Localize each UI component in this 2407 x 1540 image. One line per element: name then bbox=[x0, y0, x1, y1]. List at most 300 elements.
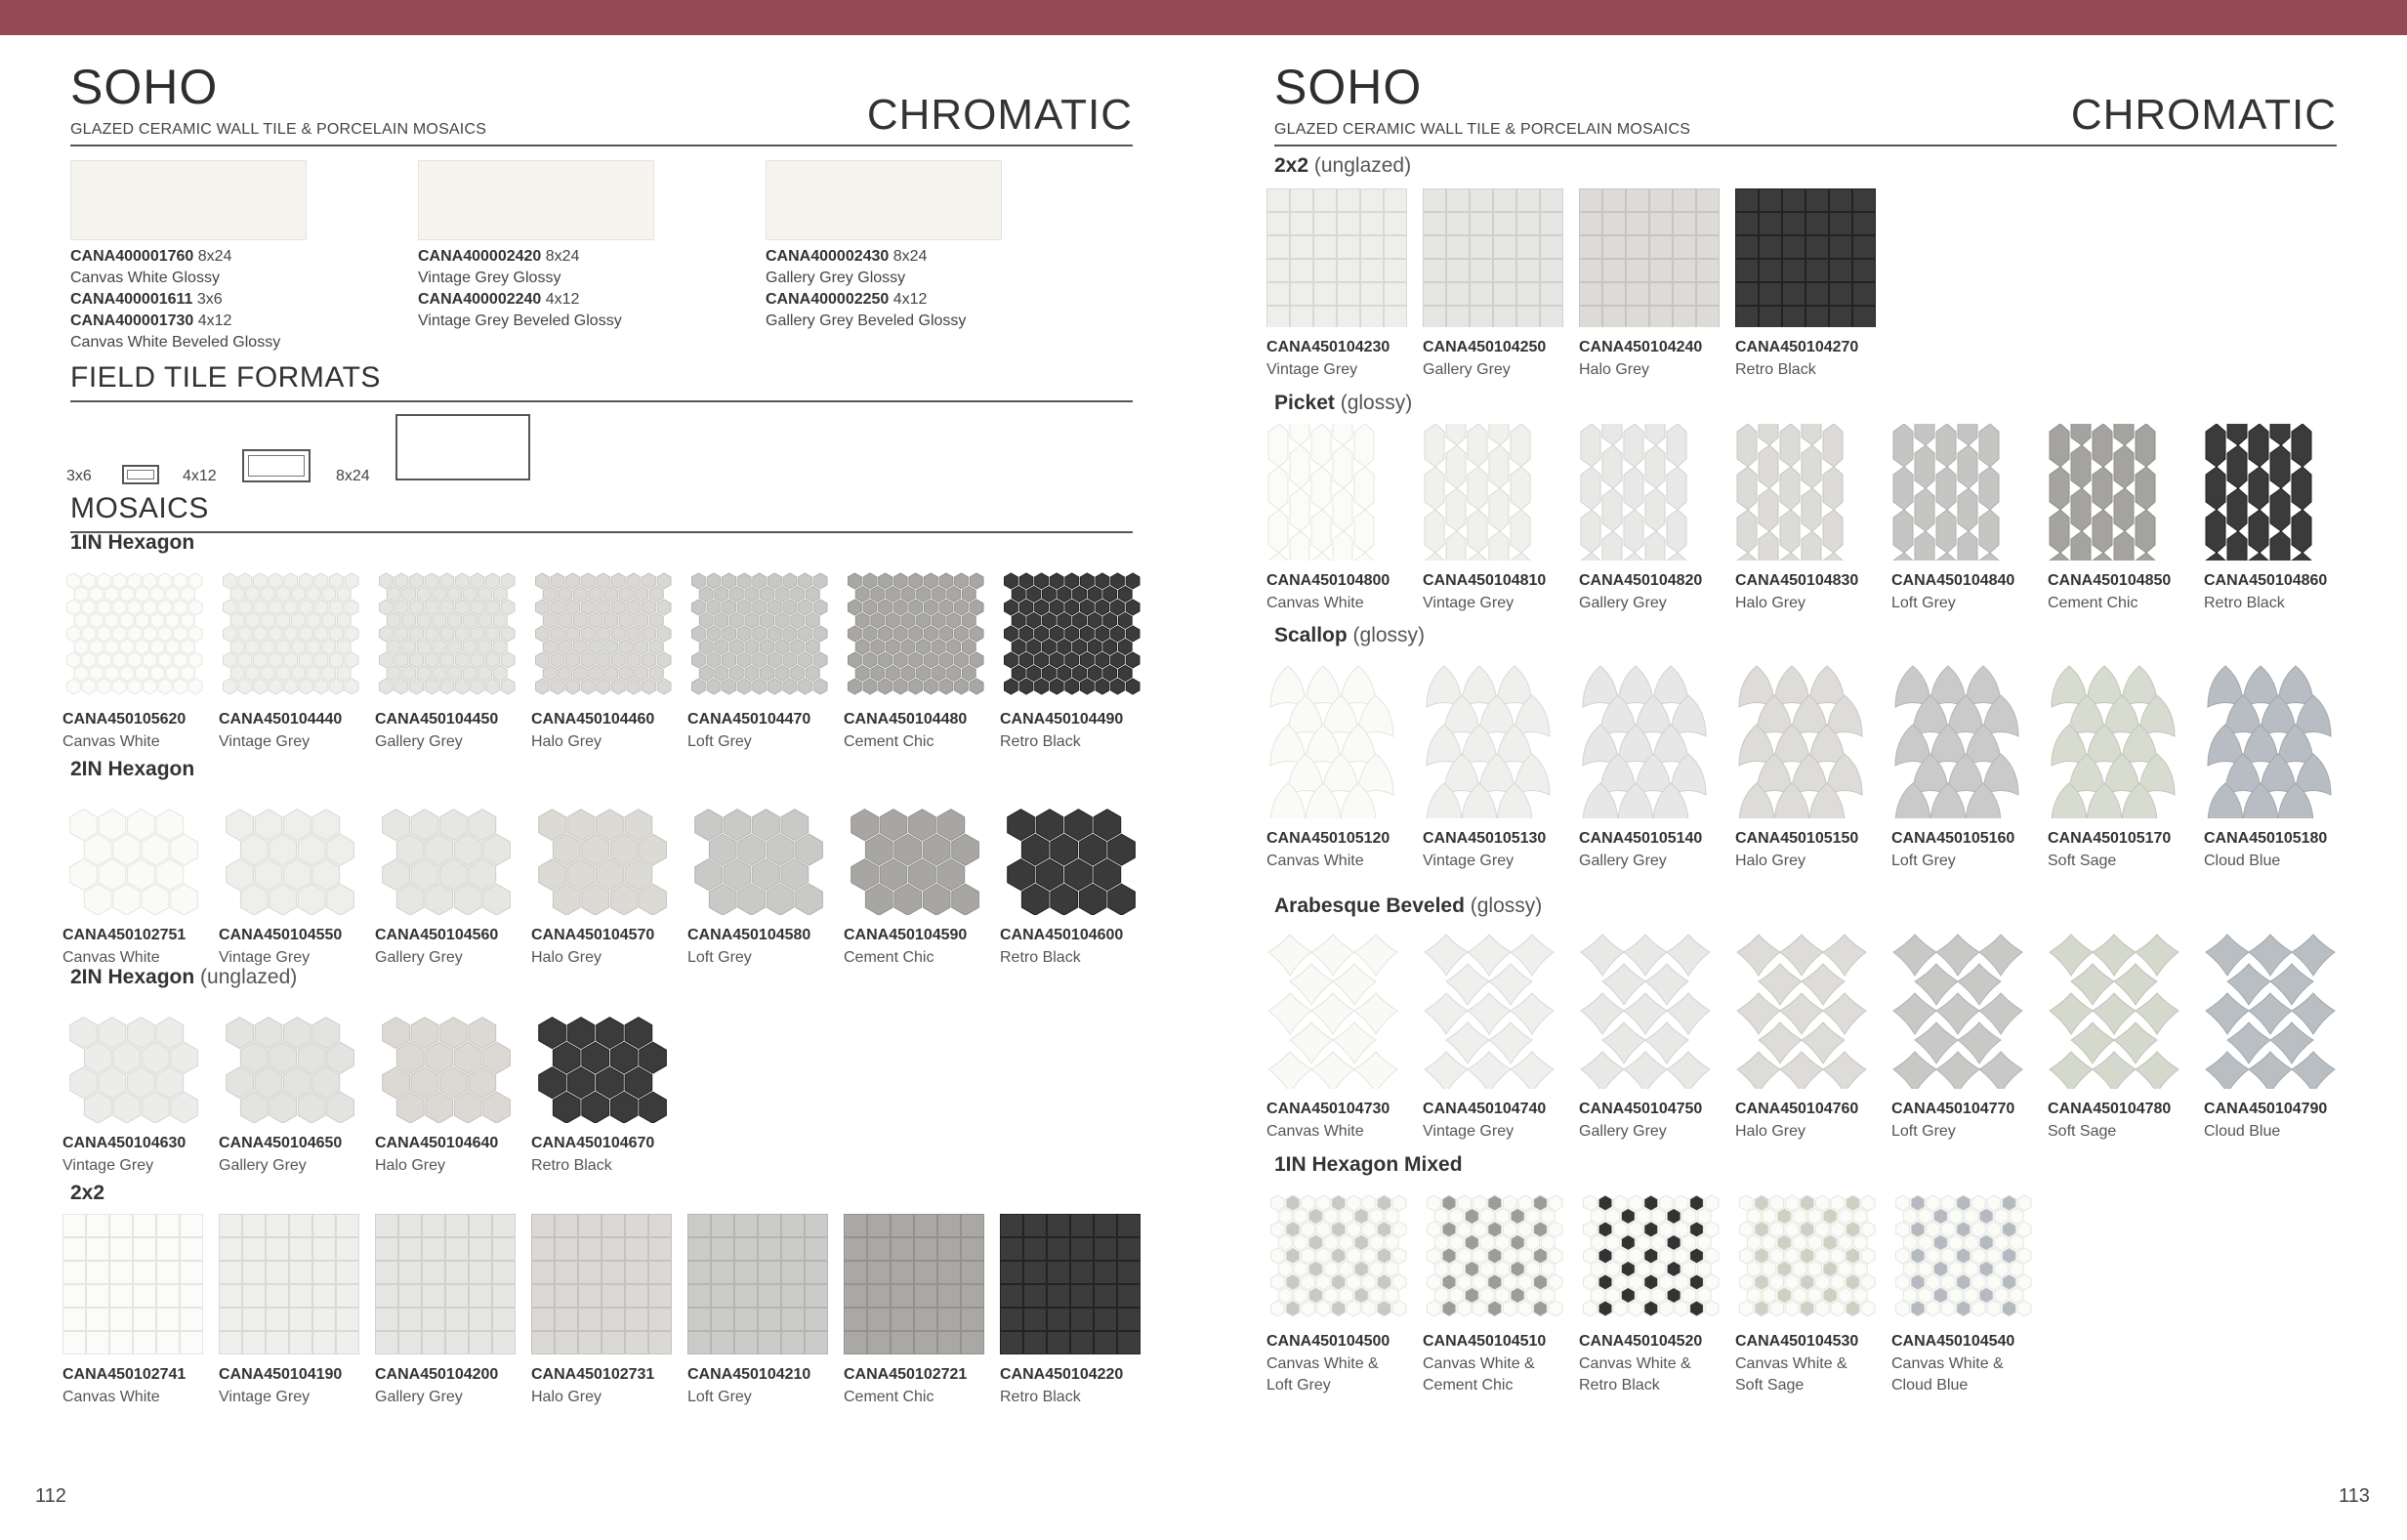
color-name: Canvas White & bbox=[1579, 1355, 1691, 1372]
group-title bbox=[1274, 624, 1425, 647]
mosaic-tile[interactable] bbox=[375, 562, 516, 758]
mosaics-heading: MOSAICS bbox=[70, 492, 1133, 533]
large-tile-card bbox=[70, 160, 363, 355]
product-code: CANA450104590 bbox=[844, 927, 968, 943]
product-code: CANA450104790 bbox=[2204, 1101, 2328, 1117]
product-code: CANA450104550 bbox=[219, 927, 343, 943]
color-name-2: Retro Black bbox=[1579, 1377, 1660, 1394]
color-name: Vintage Grey bbox=[219, 733, 311, 750]
mosaic-tile[interactable] bbox=[1735, 931, 1870, 1147]
large-tile-line bbox=[418, 289, 672, 311]
mosaic-tile[interactable] bbox=[62, 1214, 203, 1413]
series-title: SOHO bbox=[70, 60, 219, 114]
color-name: Loft Grey bbox=[687, 1389, 752, 1405]
tile-swatch bbox=[1579, 1185, 1720, 1321]
tile-swatch bbox=[1735, 660, 1870, 818]
color-name: Gallery Grey bbox=[375, 733, 463, 750]
product-code: CANA450105140 bbox=[1579, 830, 1703, 847]
product-code: CANA450104580 bbox=[687, 927, 811, 943]
series-title: SOHO bbox=[1274, 60, 1423, 114]
product-code: CANA450102741 bbox=[62, 1366, 187, 1383]
product-code: CANA450105620 bbox=[62, 711, 187, 728]
color-name: Vintage Grey bbox=[1423, 853, 1515, 869]
color-name: Canvas White bbox=[1266, 595, 1364, 611]
tile-size: 4x12 bbox=[193, 312, 232, 329]
product-code: CANA450104520 bbox=[1579, 1333, 1703, 1350]
page-header bbox=[70, 57, 1133, 146]
tile-size: 4x12 bbox=[889, 291, 928, 308]
tile-size: 3x6 bbox=[192, 291, 223, 308]
collection-title: CHROMATIC bbox=[2070, 91, 2337, 139]
color-name: Loft Grey bbox=[1891, 1123, 1956, 1140]
mosaic-tile[interactable] bbox=[1266, 660, 1401, 877]
tile-swatch bbox=[1266, 931, 1401, 1089]
tile-swatch bbox=[375, 790, 516, 915]
color-name: Cloud Blue bbox=[2204, 1123, 2281, 1140]
group-qualifier: (glossy) bbox=[1464, 895, 1543, 917]
color-name: Canvas White bbox=[62, 949, 160, 966]
tile-size: 8x24 bbox=[541, 248, 580, 265]
tile-size: 4x12 bbox=[541, 291, 580, 308]
color-name-2: Cement Chic bbox=[1423, 1377, 1514, 1394]
mosaic-tile[interactable] bbox=[219, 790, 359, 974]
group-qualifier: (glossy) bbox=[1334, 392, 1413, 414]
mosaic-tile[interactable] bbox=[2204, 424, 2327, 619]
product-code: CANA400001611 bbox=[70, 291, 193, 308]
group-name: 1IN Hexagon bbox=[70, 531, 195, 554]
tile-swatch bbox=[1266, 1185, 1407, 1321]
large-tile-text bbox=[418, 246, 672, 332]
format-label-3x6: 3x6 bbox=[66, 468, 92, 484]
group-name: 2IN Hexagon bbox=[70, 966, 195, 988]
large-tile-swatch bbox=[70, 160, 307, 240]
color-name: Gallery Grey bbox=[375, 949, 463, 966]
color-name: Vintage Grey bbox=[62, 1157, 154, 1174]
tile-swatch bbox=[531, 1214, 672, 1354]
top-color-band bbox=[0, 0, 2407, 35]
mosaic-tile[interactable] bbox=[219, 562, 359, 758]
group-title bbox=[1274, 895, 1542, 918]
large-tile-line bbox=[766, 246, 1019, 268]
tile-swatch bbox=[1266, 660, 1401, 818]
color-name: Canvas White & bbox=[1891, 1355, 2004, 1372]
tile-swatch bbox=[531, 790, 672, 915]
large-tile-swatch bbox=[766, 160, 1002, 240]
product-code: CANA450104830 bbox=[1735, 572, 1859, 589]
format-shape-4x12 bbox=[242, 449, 311, 482]
product-code: CANA450104250 bbox=[1423, 339, 1547, 355]
product-code: CANA450104270 bbox=[1735, 339, 1859, 355]
large-tile-line: Gallery Grey Beveled Glossy bbox=[766, 312, 967, 329]
mosaic-tile[interactable] bbox=[1423, 1185, 1563, 1394]
product-code: CANA450104200 bbox=[375, 1366, 499, 1383]
color-name: Cement Chic bbox=[2048, 595, 2138, 611]
mosaic-tile[interactable] bbox=[1735, 424, 1858, 619]
group-title bbox=[1274, 392, 1412, 415]
tile-swatch bbox=[1423, 660, 1557, 818]
mosaic-tile[interactable] bbox=[1579, 660, 1714, 877]
color-name: Gallery Grey bbox=[219, 1157, 307, 1174]
product-code: CANA450104210 bbox=[687, 1366, 811, 1383]
color-name: Cement Chic bbox=[844, 733, 934, 750]
product-code: CANA450104190 bbox=[219, 1366, 343, 1383]
field-tile-formats-heading: FIELD TILE FORMATS bbox=[70, 361, 1133, 402]
group-title bbox=[1274, 154, 1411, 178]
tile-swatch bbox=[1891, 424, 2014, 561]
large-tile-line: Canvas White Glossy bbox=[70, 270, 220, 286]
mosaic-tile[interactable] bbox=[2048, 424, 2171, 619]
mosaic-tile[interactable] bbox=[687, 790, 828, 974]
color-name: Vintage Grey bbox=[219, 1389, 311, 1405]
color-name: Halo Grey bbox=[531, 949, 602, 966]
color-name: Loft Grey bbox=[1891, 595, 1956, 611]
page-number: 113 bbox=[2339, 1485, 2370, 1507]
group-name: 2IN Hexagon bbox=[70, 758, 195, 780]
product-code: CANA450104810 bbox=[1423, 572, 1547, 589]
color-name: Halo Grey bbox=[531, 733, 602, 750]
color-name: Retro Black bbox=[1000, 1389, 1081, 1405]
tile-swatch bbox=[1423, 424, 1546, 561]
mosaic-tile[interactable] bbox=[531, 562, 672, 758]
tile-swatch bbox=[1266, 188, 1407, 327]
tile-swatch bbox=[1423, 931, 1557, 1089]
large-tile-swatch bbox=[418, 160, 654, 240]
group-title bbox=[70, 531, 194, 555]
color-name: Loft Grey bbox=[1891, 853, 1956, 869]
mosaic-tile[interactable] bbox=[1891, 1185, 2032, 1394]
mosaic-tile[interactable] bbox=[1891, 660, 2026, 877]
series-subtitle: GLAZED CERAMIC WALL TILE & PORCELAIN MOSAICS bbox=[70, 121, 487, 138]
mosaic-tile[interactable] bbox=[1266, 188, 1407, 386]
tile-swatch bbox=[1423, 1185, 1563, 1321]
format-shape-3x6 bbox=[122, 465, 159, 484]
product-code: CANA450104650 bbox=[219, 1135, 343, 1151]
tile-swatch bbox=[62, 790, 203, 915]
product-code: CANA450105130 bbox=[1423, 830, 1547, 847]
mosaic-tile[interactable] bbox=[1266, 424, 1390, 619]
color-name: Canvas White bbox=[1266, 853, 1364, 869]
color-name: Halo Grey bbox=[1735, 1123, 1806, 1140]
mosaic-tile[interactable] bbox=[1000, 562, 1141, 758]
color-name: Vintage Grey bbox=[219, 949, 311, 966]
color-name: Gallery Grey bbox=[1579, 1123, 1667, 1140]
tile-swatch bbox=[2048, 424, 2171, 561]
product-code: CANA450104450 bbox=[375, 711, 499, 728]
product-code: CANA450104740 bbox=[1423, 1101, 1547, 1117]
tile-size: 8x24 bbox=[193, 248, 232, 265]
tile-swatch bbox=[1579, 188, 1720, 327]
product-code: CANA450104630 bbox=[62, 1135, 187, 1151]
tile-swatch bbox=[1735, 1185, 1876, 1321]
product-code: CANA450104510 bbox=[1423, 1333, 1547, 1350]
tile-swatch bbox=[844, 1214, 984, 1354]
product-code: CANA450104480 bbox=[844, 711, 968, 728]
product-code: CANA450104460 bbox=[531, 711, 655, 728]
tile-swatch bbox=[375, 1214, 516, 1354]
mosaic-tile[interactable] bbox=[1579, 424, 1702, 619]
mosaic-tile[interactable] bbox=[219, 998, 359, 1182]
color-name: Canvas White & bbox=[1735, 1355, 1847, 1372]
color-name-2: Loft Grey bbox=[1266, 1377, 1331, 1394]
tile-swatch bbox=[1891, 660, 2026, 818]
tile-swatch bbox=[844, 790, 984, 915]
tile-swatch bbox=[1000, 1214, 1141, 1354]
tile-swatch bbox=[62, 998, 203, 1123]
group-qualifier: (glossy) bbox=[1347, 624, 1426, 646]
group-name: 2x2 bbox=[1274, 154, 1309, 177]
collection-title: CHROMATIC bbox=[866, 91, 1133, 139]
group-title bbox=[70, 966, 297, 989]
product-code: CANA450104570 bbox=[531, 927, 655, 943]
mosaic-tile[interactable] bbox=[687, 1214, 828, 1413]
product-code: CANA450105180 bbox=[2204, 830, 2328, 847]
tile-swatch bbox=[1579, 424, 1702, 561]
product-code: CANA450104600 bbox=[1000, 927, 1124, 943]
product-code: CANA450104820 bbox=[1579, 572, 1703, 589]
product-code: CANA450104530 bbox=[1735, 1333, 1859, 1350]
mosaic-tile[interactable] bbox=[1423, 424, 1546, 619]
color-name: Soft Sage bbox=[2048, 853, 2117, 869]
group-title bbox=[70, 1182, 104, 1205]
product-code: CANA450104770 bbox=[1891, 1101, 2015, 1117]
tile-swatch bbox=[375, 998, 516, 1123]
product-code: CANA400002420 bbox=[418, 248, 542, 265]
group-name: Picket bbox=[1274, 392, 1335, 414]
mosaic-tile[interactable] bbox=[844, 790, 984, 974]
large-tile-line: Vintage Grey Glossy bbox=[418, 270, 561, 286]
product-code: CANA400001760 bbox=[70, 248, 194, 265]
color-name: Canvas White & bbox=[1266, 1355, 1379, 1372]
mosaic-tile[interactable] bbox=[1266, 931, 1401, 1147]
tile-swatch bbox=[375, 562, 516, 699]
mosaic-tile[interactable] bbox=[2048, 931, 2182, 1147]
tile-swatch bbox=[62, 562, 203, 699]
product-code: CANA450102731 bbox=[531, 1366, 655, 1383]
mosaic-tile[interactable] bbox=[1735, 660, 1870, 877]
color-name: Cloud Blue bbox=[2204, 853, 2281, 869]
tile-swatch bbox=[2048, 660, 2182, 818]
product-code: CANA400002430 bbox=[766, 248, 890, 265]
tile-swatch bbox=[1579, 660, 1714, 818]
color-name-2: Cloud Blue bbox=[1891, 1377, 1969, 1394]
tile-swatch bbox=[1579, 931, 1714, 1089]
tile-swatch bbox=[687, 1214, 828, 1354]
tile-swatch bbox=[1891, 1185, 2032, 1321]
tile-size: 8x24 bbox=[889, 248, 928, 265]
color-name: Vintage Grey bbox=[1266, 361, 1358, 378]
color-name: Retro Black bbox=[2204, 595, 2285, 611]
mosaic-tile[interactable] bbox=[2204, 931, 2339, 1147]
mosaic-tile[interactable] bbox=[62, 998, 203, 1182]
large-tile-line: Canvas White Beveled Glossy bbox=[70, 334, 281, 351]
product-code: CANA450104860 bbox=[2204, 572, 2328, 589]
group-name: 1IN Hexagon Mixed bbox=[1274, 1153, 1463, 1176]
large-tile-card bbox=[418, 160, 711, 355]
tile-swatch bbox=[844, 562, 984, 699]
mosaic-tile[interactable] bbox=[531, 790, 672, 974]
tile-swatch bbox=[1266, 424, 1390, 561]
large-tile-card bbox=[766, 160, 1058, 355]
tile-swatch bbox=[219, 790, 359, 915]
color-name: Cement Chic bbox=[844, 949, 934, 966]
group-title bbox=[70, 758, 194, 781]
mosaic-tile[interactable] bbox=[1579, 1185, 1720, 1394]
color-name: Canvas White bbox=[62, 1389, 160, 1405]
mosaic-tile[interactable] bbox=[687, 562, 828, 758]
mosaic-tile[interactable] bbox=[1735, 1185, 1876, 1394]
format-shape-8x24 bbox=[395, 414, 530, 480]
mosaic-tile[interactable] bbox=[531, 998, 672, 1182]
color-name: Soft Sage bbox=[2048, 1123, 2117, 1140]
group-qualifier: (unglazed) bbox=[1308, 154, 1412, 177]
product-code: CANA450105160 bbox=[1891, 830, 2015, 847]
product-code: CANA450104640 bbox=[375, 1135, 499, 1151]
product-code: CANA450104220 bbox=[1000, 1366, 1124, 1383]
mosaic-tile[interactable] bbox=[531, 1214, 672, 1413]
product-code: CANA450104670 bbox=[531, 1135, 655, 1151]
mosaic-tile[interactable] bbox=[62, 790, 203, 974]
product-code: CANA450102751 bbox=[62, 927, 187, 943]
color-name: Gallery Grey bbox=[375, 1389, 463, 1405]
color-name: Retro Black bbox=[1735, 361, 1816, 378]
page-number: 112 bbox=[35, 1485, 66, 1507]
color-name: Canvas White bbox=[1266, 1123, 1364, 1140]
mosaic-tile[interactable] bbox=[1000, 790, 1141, 974]
product-code: CANA450104760 bbox=[1735, 1101, 1859, 1117]
mosaic-tile[interactable] bbox=[1735, 188, 1876, 386]
tile-swatch bbox=[531, 562, 672, 699]
mosaic-tile[interactable] bbox=[844, 562, 984, 758]
mosaic-tile[interactable] bbox=[375, 790, 516, 974]
tile-swatch bbox=[1000, 562, 1141, 699]
large-tile-line bbox=[70, 289, 324, 311]
mosaic-tile[interactable] bbox=[2204, 660, 2339, 877]
color-name: Halo Grey bbox=[1735, 595, 1806, 611]
mosaic-tile[interactable] bbox=[1579, 188, 1720, 386]
product-code: CANA450104500 bbox=[1266, 1333, 1390, 1350]
product-code: CANA450104730 bbox=[1266, 1101, 1390, 1117]
group-qualifier: (unglazed) bbox=[194, 966, 298, 988]
color-name: Loft Grey bbox=[687, 949, 752, 966]
product-code: CANA450105150 bbox=[1735, 830, 1859, 847]
mosaic-tile[interactable] bbox=[1891, 931, 2026, 1147]
tile-swatch bbox=[2204, 660, 2339, 818]
mosaic-tile[interactable] bbox=[1891, 424, 2014, 619]
group-name: 2x2 bbox=[70, 1182, 105, 1204]
product-code: CANA450104800 bbox=[1266, 572, 1390, 589]
product-code: CANA450104490 bbox=[1000, 711, 1124, 728]
tile-swatch bbox=[1735, 188, 1876, 327]
large-tile-text bbox=[70, 246, 324, 354]
color-name: Halo Grey bbox=[375, 1157, 446, 1174]
tile-swatch bbox=[219, 998, 359, 1123]
tile-swatch bbox=[687, 790, 828, 915]
mosaic-tile[interactable] bbox=[62, 562, 203, 758]
mosaic-tile[interactable] bbox=[1423, 931, 1557, 1147]
color-name: Gallery Grey bbox=[1579, 853, 1667, 869]
color-name: Vintage Grey bbox=[1423, 1123, 1515, 1140]
format-label-4x12: 4x12 bbox=[183, 468, 217, 484]
color-name: Retro Black bbox=[531, 1157, 612, 1174]
color-name: Canvas White bbox=[62, 733, 160, 750]
large-tile-line bbox=[70, 311, 324, 332]
tile-swatch bbox=[1000, 790, 1141, 915]
color-name: Retro Black bbox=[1000, 733, 1081, 750]
tile-swatch bbox=[1891, 931, 2026, 1089]
product-code: CANA450104750 bbox=[1579, 1101, 1703, 1117]
large-tile-text bbox=[766, 246, 1019, 332]
mosaic-tile[interactable] bbox=[375, 998, 516, 1182]
tile-swatch bbox=[2204, 931, 2339, 1089]
left-page bbox=[0, 35, 1203, 1540]
mosaic-tile[interactable] bbox=[2048, 660, 2182, 877]
product-code: CANA450104850 bbox=[2048, 572, 2172, 589]
color-name: Halo Grey bbox=[531, 1389, 602, 1405]
group-name: Arabesque Beveled bbox=[1274, 895, 1465, 917]
group-title bbox=[1274, 1153, 1463, 1177]
large-tile-line: Vintage Grey Beveled Glossy bbox=[418, 312, 622, 329]
color-name-2: Soft Sage bbox=[1735, 1377, 1805, 1394]
page-header bbox=[1274, 57, 2337, 146]
tile-swatch bbox=[531, 998, 672, 1123]
large-tile-line bbox=[418, 246, 672, 268]
color-name: Halo Grey bbox=[1579, 361, 1650, 378]
tile-swatch bbox=[1423, 188, 1563, 327]
product-code: CANA400002240 bbox=[418, 291, 542, 308]
mosaic-tile[interactable] bbox=[844, 1214, 984, 1413]
product-code: CANA450104780 bbox=[2048, 1101, 2172, 1117]
large-tile-line: Gallery Grey Glossy bbox=[766, 270, 906, 286]
product-code: CANA450104470 bbox=[687, 711, 811, 728]
tile-swatch bbox=[1735, 931, 1870, 1089]
large-tile-line bbox=[70, 246, 324, 268]
tile-swatch bbox=[2048, 931, 2182, 1089]
product-code: CANA450104540 bbox=[1891, 1333, 2015, 1350]
mosaic-tile[interactable] bbox=[1266, 1185, 1407, 1394]
format-label-8x24: 8x24 bbox=[336, 468, 370, 484]
color-name: Loft Grey bbox=[687, 733, 752, 750]
product-code: CANA450104440 bbox=[219, 711, 343, 728]
product-code: CANA450104240 bbox=[1579, 339, 1703, 355]
mosaic-tile[interactable] bbox=[219, 1214, 359, 1413]
mosaic-tile[interactable] bbox=[1579, 931, 1714, 1147]
product-code: CANA450104840 bbox=[1891, 572, 2015, 589]
product-code: CANA400002250 bbox=[766, 291, 890, 308]
product-code: CANA450104230 bbox=[1266, 339, 1390, 355]
product-code: CANA450104560 bbox=[375, 927, 499, 943]
tile-swatch bbox=[1735, 424, 1858, 561]
right-page bbox=[1204, 35, 2407, 1540]
color-name: Gallery Grey bbox=[1423, 361, 1511, 378]
mosaic-tile[interactable] bbox=[375, 1214, 516, 1413]
tile-swatch bbox=[2204, 424, 2327, 561]
product-code: CANA450102721 bbox=[844, 1366, 968, 1383]
group-name: Scallop bbox=[1274, 624, 1348, 646]
product-code: CANA400001730 bbox=[70, 312, 194, 329]
tile-swatch bbox=[219, 562, 359, 699]
series-subtitle: GLAZED CERAMIC WALL TILE & PORCELAIN MOSAICS bbox=[1274, 121, 1691, 138]
tile-swatch bbox=[62, 1214, 203, 1354]
color-name: Halo Grey bbox=[1735, 853, 1806, 869]
mosaic-tile[interactable] bbox=[1423, 660, 1557, 877]
mosaic-tile[interactable] bbox=[1423, 188, 1563, 386]
mosaic-tile[interactable] bbox=[1000, 1214, 1141, 1413]
large-tile-line bbox=[766, 289, 1019, 311]
color-name: Cement Chic bbox=[844, 1389, 934, 1405]
color-name: Retro Black bbox=[1000, 949, 1081, 966]
color-name: Vintage Grey bbox=[1423, 595, 1515, 611]
tile-swatch bbox=[687, 562, 828, 699]
